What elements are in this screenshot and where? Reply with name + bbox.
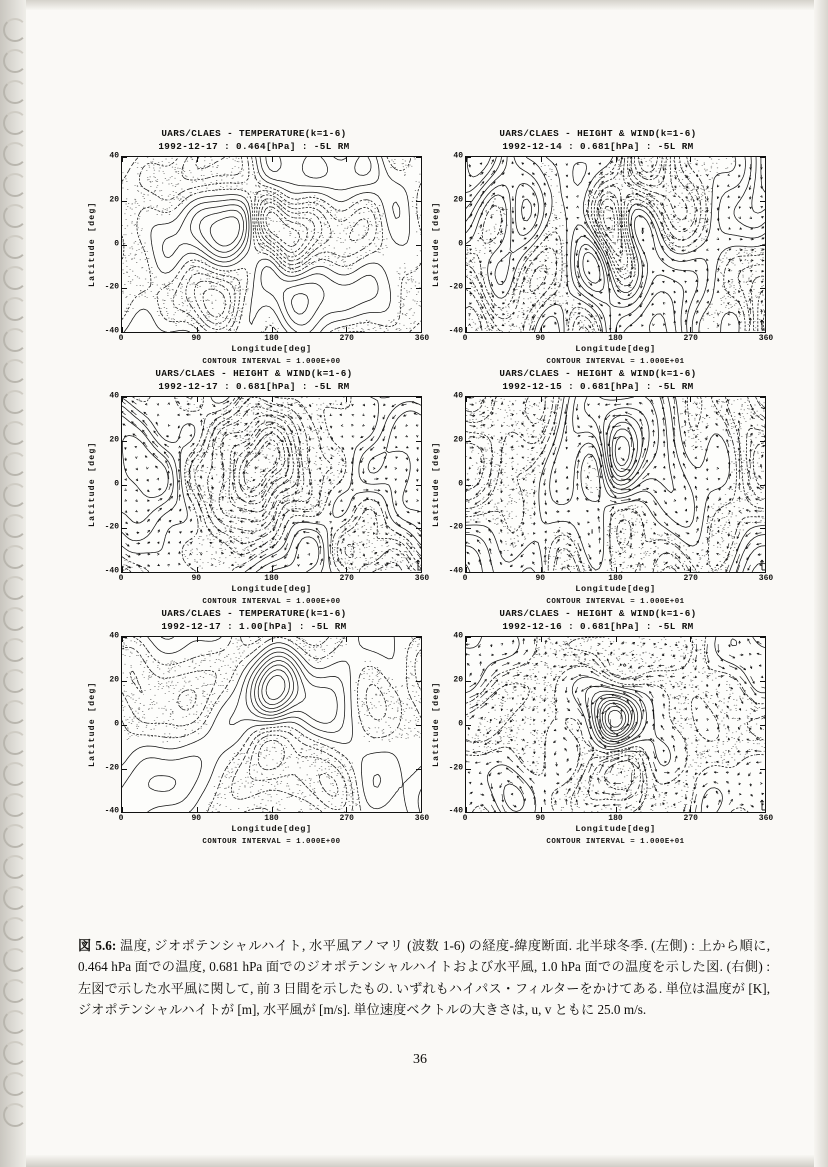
x-axis-ticks bbox=[462, 333, 774, 344]
axis-tick bbox=[346, 327, 347, 332]
contour-field bbox=[122, 157, 421, 332]
y-tick-label: -20 bbox=[448, 522, 463, 532]
axis-tick bbox=[541, 807, 542, 812]
panel-title-line2: 1992-12-17 : 0.464[hPa] : -5L RM bbox=[158, 140, 350, 152]
axis-tick bbox=[122, 637, 127, 638]
panel-title-line2: 1992-12-17 : 1.00[hPa] : -5L RM bbox=[161, 620, 347, 632]
binding-hole bbox=[3, 483, 27, 507]
binding-hole bbox=[3, 1041, 27, 1065]
axis-tick bbox=[346, 567, 347, 572]
axis-tick bbox=[765, 397, 766, 402]
plot-panel-middle-left bbox=[86, 368, 430, 607]
panel-title-line1: UARS/CLAES - HEIGHT & WIND(k=1-6) bbox=[499, 368, 697, 380]
axis-tick bbox=[690, 157, 691, 162]
contour-interval-label: CONTOUR INTERVAL = 1.000E+00 bbox=[202, 358, 341, 367]
contour-plot bbox=[465, 636, 766, 813]
axis-tick bbox=[197, 397, 198, 402]
y-axis-label: Latitude [deg] bbox=[432, 441, 441, 528]
binding-hole bbox=[3, 328, 27, 352]
x-tick-label: 270 bbox=[339, 574, 354, 584]
binding-hole bbox=[3, 948, 27, 972]
x-axis-ticks bbox=[118, 813, 430, 824]
axis-tick bbox=[466, 681, 471, 682]
x-axis-label: Longitude[deg] bbox=[231, 584, 312, 595]
x-tick-label: 90 bbox=[535, 334, 546, 344]
axis-tick bbox=[616, 157, 617, 162]
axis-tick bbox=[760, 528, 765, 529]
axis-tick bbox=[272, 397, 273, 402]
contour-interval-label: CONTOUR INTERVAL = 1.000E+00 bbox=[202, 838, 341, 847]
axis-tick bbox=[416, 681, 421, 682]
axis-tick bbox=[197, 807, 198, 812]
axis-tick bbox=[346, 807, 347, 812]
y-tick-label: -40 bbox=[104, 806, 119, 816]
binding-hole bbox=[3, 235, 27, 259]
y-axis-ticks bbox=[443, 391, 465, 576]
axis-tick bbox=[466, 725, 471, 726]
plot-panel-top-left bbox=[86, 128, 430, 367]
axis-tick bbox=[272, 157, 273, 162]
axis-tick bbox=[421, 567, 422, 572]
axis-tick bbox=[466, 769, 471, 770]
axis-tick bbox=[197, 567, 198, 572]
y-tick-label: 20 bbox=[109, 195, 119, 205]
plot-panel-bottom-left bbox=[86, 608, 430, 847]
figure-caption bbox=[78, 935, 770, 1021]
y-axis-label: Latitude [deg] bbox=[432, 681, 441, 768]
y-tick-label: 0 bbox=[114, 479, 119, 489]
y-tick-label: -40 bbox=[448, 806, 463, 816]
x-tick-label: 180 bbox=[264, 574, 279, 584]
axis-tick bbox=[197, 157, 198, 162]
y-tick-label: 0 bbox=[458, 719, 463, 729]
plot-area bbox=[86, 151, 422, 336]
axis-tick bbox=[541, 397, 542, 402]
x-axis-ticks bbox=[118, 333, 430, 344]
x-axis-label: Longitude[deg] bbox=[231, 824, 312, 835]
axis-tick bbox=[416, 441, 421, 442]
axis-tick bbox=[760, 245, 765, 246]
binding-hole bbox=[3, 204, 27, 228]
binding-hole bbox=[3, 1010, 27, 1034]
contour-field bbox=[466, 637, 765, 812]
panel-title bbox=[86, 128, 422, 153]
y-tick-label: 40 bbox=[109, 151, 119, 161]
binding-hole bbox=[3, 855, 27, 879]
binding-hole bbox=[3, 111, 27, 135]
axis-tick bbox=[346, 157, 347, 162]
binding-hole bbox=[3, 607, 27, 631]
binding-hole bbox=[3, 390, 27, 414]
x-tick-label: 0 bbox=[118, 814, 124, 824]
axis-tick bbox=[466, 441, 471, 442]
axis-tick bbox=[541, 567, 542, 572]
axis-tick bbox=[272, 637, 273, 642]
axis-tick bbox=[466, 397, 471, 398]
contour-plot bbox=[465, 396, 766, 573]
y-tick-label: -20 bbox=[448, 763, 463, 773]
axis-tick bbox=[760, 637, 765, 638]
axis-tick bbox=[416, 245, 421, 246]
binding-hole bbox=[3, 700, 27, 724]
x-axis-label: Longitude[deg] bbox=[575, 344, 656, 355]
y-tick-label: -40 bbox=[104, 566, 119, 576]
binding-hole bbox=[3, 731, 27, 755]
axis-tick bbox=[466, 528, 471, 529]
binding-hole bbox=[3, 421, 27, 445]
x-tick-label: 360 bbox=[758, 814, 774, 824]
axis-tick bbox=[690, 327, 691, 332]
x-tick-label: 270 bbox=[339, 334, 354, 344]
contour-interval-label: CONTOUR INTERVAL = 1.000E+00 bbox=[202, 598, 341, 607]
axis-tick bbox=[765, 157, 766, 162]
page-edge-right bbox=[814, 0, 828, 1167]
binding-hole bbox=[3, 142, 27, 166]
caption-label: 図 5.6: bbox=[78, 938, 117, 953]
axis-tick bbox=[122, 441, 127, 442]
binding-hole bbox=[3, 917, 27, 941]
contour-field bbox=[122, 397, 421, 572]
binding-hole bbox=[3, 452, 27, 476]
x-tick-label: 90 bbox=[535, 574, 546, 584]
x-tick-label: 360 bbox=[414, 334, 430, 344]
axis-tick bbox=[416, 157, 421, 158]
contour-interval-label: CONTOUR INTERVAL = 1.000E+01 bbox=[546, 358, 685, 367]
contour-plot bbox=[121, 156, 422, 333]
axis-tick bbox=[272, 567, 273, 572]
binding-hole bbox=[3, 359, 27, 383]
y-tick-label: 40 bbox=[453, 151, 463, 161]
y-tick-label: 20 bbox=[453, 435, 463, 445]
y-axis-label: Latitude [deg] bbox=[88, 201, 97, 288]
x-tick-label: 0 bbox=[118, 334, 124, 344]
x-tick-label: 90 bbox=[191, 574, 202, 584]
y-tick-label: 20 bbox=[453, 675, 463, 685]
x-tick-label: 90 bbox=[191, 334, 202, 344]
x-tick-label: 180 bbox=[264, 334, 279, 344]
y-tick-label: -20 bbox=[104, 282, 119, 292]
y-tick-label: 40 bbox=[453, 391, 463, 401]
axis-tick bbox=[421, 397, 422, 402]
binding-hole bbox=[3, 1103, 27, 1127]
axis-tick bbox=[122, 485, 127, 486]
x-tick-label: 0 bbox=[462, 574, 468, 584]
axis-tick bbox=[122, 201, 127, 202]
x-tick-label: 180 bbox=[264, 814, 279, 824]
panel-title-line1: UARS/CLAES - HEIGHT & WIND(k=1-6) bbox=[499, 128, 697, 139]
y-tick-label: -20 bbox=[104, 763, 119, 773]
x-axis-ticks bbox=[118, 573, 430, 584]
axis-tick bbox=[765, 567, 766, 572]
contour-field bbox=[466, 397, 765, 572]
binding-hole bbox=[3, 762, 27, 786]
binding-hole bbox=[3, 669, 27, 693]
y-axis-ticks bbox=[443, 151, 465, 336]
panel-title-line2: 1992-12-14 : 0.681[hPa] : -5L RM bbox=[502, 140, 694, 152]
panel-title-line2: 1992-12-15 : 0.681[hPa] : -5L RM bbox=[502, 380, 694, 392]
x-tick-label: 90 bbox=[535, 814, 546, 824]
axis-tick bbox=[616, 637, 617, 642]
axis-tick bbox=[765, 807, 766, 812]
axis-tick bbox=[690, 567, 691, 572]
binding-hole bbox=[3, 297, 27, 321]
x-axis-label: Longitude[deg] bbox=[231, 344, 312, 355]
y-axis-ticks bbox=[443, 631, 465, 816]
y-tick-label: 0 bbox=[114, 719, 119, 729]
y-tick-label: 20 bbox=[109, 435, 119, 445]
x-tick-label: 360 bbox=[414, 814, 430, 824]
binding-hole bbox=[3, 49, 27, 73]
y-axis-label: Latitude [deg] bbox=[432, 201, 441, 288]
panel-title-line2: 1992-12-17 : 0.681[hPa] : -5L RM bbox=[158, 380, 350, 392]
axis-tick bbox=[421, 807, 422, 812]
axis-tick bbox=[122, 769, 127, 770]
axis-tick bbox=[466, 245, 471, 246]
y-axis-label: Latitude [deg] bbox=[88, 441, 97, 528]
binding-hole bbox=[3, 80, 27, 104]
axis-tick bbox=[760, 441, 765, 442]
axis-tick bbox=[690, 807, 691, 812]
axis-tick bbox=[760, 769, 765, 770]
axis-tick bbox=[416, 397, 421, 398]
axis-tick bbox=[122, 288, 127, 289]
axis-tick bbox=[122, 397, 127, 398]
page-number: 36 bbox=[413, 1052, 427, 1067]
panel-title bbox=[430, 128, 766, 153]
y-tick-label: -20 bbox=[448, 282, 463, 292]
panel-title bbox=[86, 368, 422, 393]
axis-tick bbox=[541, 157, 542, 162]
axis-tick bbox=[466, 288, 471, 289]
y-tick-label: 40 bbox=[109, 631, 119, 641]
x-axis-label: Longitude[deg] bbox=[575, 584, 656, 595]
panel-title-line1: UARS/CLAES - TEMPERATURE(k=1-6) bbox=[161, 608, 347, 620]
wind-vector-key-icon bbox=[759, 796, 766, 813]
axis-tick bbox=[760, 397, 765, 398]
panel-title bbox=[86, 608, 422, 633]
binding-hole bbox=[3, 793, 27, 817]
y-tick-label: -40 bbox=[448, 566, 463, 576]
axis-tick bbox=[765, 327, 766, 332]
axis-tick bbox=[421, 637, 422, 642]
axis-tick bbox=[690, 397, 691, 402]
axis-tick bbox=[421, 327, 422, 332]
y-axis-label: Latitude [deg] bbox=[88, 681, 97, 768]
binding-hole bbox=[3, 514, 27, 538]
axis-tick bbox=[760, 157, 765, 158]
axis-tick bbox=[760, 288, 765, 289]
page-content bbox=[26, 0, 814, 1167]
plot-panel-middle-right bbox=[430, 368, 774, 607]
y-tick-label: 40 bbox=[109, 391, 119, 401]
figure-5-6 bbox=[86, 128, 774, 847]
panel-title bbox=[430, 368, 766, 393]
plot-panel-bottom-right bbox=[430, 608, 774, 847]
x-tick-label: 270 bbox=[683, 814, 698, 824]
contour-interval-label: CONTOUR INTERVAL = 1.000E+01 bbox=[546, 838, 685, 847]
binding-hole bbox=[3, 1072, 27, 1096]
axis-tick bbox=[122, 157, 127, 158]
axis-tick bbox=[272, 327, 273, 332]
axis-tick bbox=[616, 807, 617, 812]
axis-tick bbox=[416, 288, 421, 289]
axis-tick bbox=[466, 201, 471, 202]
panel-grid bbox=[86, 128, 774, 847]
panel-title-line1: UARS/CLAES - HEIGHT & WIND(k=1-6) bbox=[155, 368, 353, 380]
y-tick-label: 0 bbox=[458, 479, 463, 489]
y-tick-label: 20 bbox=[453, 195, 463, 205]
binding-hole bbox=[3, 173, 27, 197]
binding-hole bbox=[3, 638, 27, 662]
axis-tick bbox=[122, 725, 127, 726]
plot-panel-top-right bbox=[430, 128, 774, 367]
plot-area bbox=[86, 391, 422, 576]
axis-tick bbox=[416, 201, 421, 202]
x-tick-label: 180 bbox=[608, 574, 623, 584]
y-tick-label: -40 bbox=[104, 326, 119, 336]
axis-tick bbox=[466, 485, 471, 486]
axis-tick bbox=[541, 637, 542, 642]
axis-tick bbox=[346, 397, 347, 402]
y-tick-label: 20 bbox=[109, 675, 119, 685]
y-axis-ticks bbox=[99, 151, 121, 336]
axis-tick bbox=[616, 327, 617, 332]
binding-hole bbox=[3, 266, 27, 290]
binding-hole bbox=[3, 18, 27, 42]
axis-tick bbox=[122, 681, 127, 682]
x-tick-label: 270 bbox=[339, 814, 354, 824]
binding-hole bbox=[3, 979, 27, 1003]
binding-hole bbox=[3, 824, 27, 848]
axis-tick bbox=[416, 637, 421, 638]
y-tick-label: 40 bbox=[453, 631, 463, 641]
y-tick-label: 0 bbox=[114, 239, 119, 249]
x-tick-label: 270 bbox=[683, 334, 698, 344]
x-tick-label: 180 bbox=[608, 334, 623, 344]
binding-hole bbox=[3, 886, 27, 910]
x-tick-label: 360 bbox=[758, 574, 774, 584]
x-tick-label: 180 bbox=[608, 814, 623, 824]
binding-hole bbox=[3, 545, 27, 569]
axis-tick bbox=[690, 637, 691, 642]
y-axis-ticks bbox=[99, 391, 121, 576]
plot-area bbox=[430, 151, 766, 336]
caption-text: 温度, ジオポテンシャルハイト, 水平風アノマリ (波数 1-6) の経度-緯度断面. 北半球冬季. (左側) : 上から順に, 0.464 hPa 面での温度, 0.681 hPa 面でのジオポテンシャルハイトおよび水平風, 1.0 hPa 面での温度を示した図. (右側) : 左図で示した水平風に関して, 前 3 日間を示したもの. いずれもハイパス・フィルターをかけてある. 単位は温度が [K], ジオポテンシャルハイトが [m], 水平風が [m/s]. 単位速度ベクトルの大きさは, u, v ともに 25.0 m/s. bbox=[78, 938, 771, 1018]
y-tick-label: 0 bbox=[458, 239, 463, 249]
axis-tick bbox=[760, 681, 765, 682]
axis-tick bbox=[197, 637, 198, 642]
axis-tick bbox=[122, 528, 127, 529]
x-tick-label: 0 bbox=[118, 574, 124, 584]
plot-area bbox=[86, 631, 422, 816]
axis-tick bbox=[765, 637, 766, 642]
x-axis-ticks bbox=[462, 573, 774, 584]
contour-plot bbox=[121, 636, 422, 813]
axis-tick bbox=[466, 157, 471, 158]
axis-tick bbox=[346, 637, 347, 642]
x-tick-label: 90 bbox=[191, 814, 202, 824]
axis-tick bbox=[760, 485, 765, 486]
axis-tick bbox=[272, 807, 273, 812]
x-tick-label: 360 bbox=[414, 574, 430, 584]
x-tick-label: 0 bbox=[462, 334, 468, 344]
x-tick-label: 270 bbox=[683, 574, 698, 584]
panel-title-line1: UARS/CLAES - HEIGHT & WIND(k=1-6) bbox=[499, 608, 697, 620]
x-tick-label: 360 bbox=[758, 334, 774, 344]
plot-area bbox=[430, 631, 766, 816]
contour-plot bbox=[465, 156, 766, 333]
panel-title bbox=[430, 608, 766, 633]
axis-tick bbox=[616, 397, 617, 402]
axis-tick bbox=[760, 725, 765, 726]
axis-tick bbox=[122, 245, 127, 246]
panel-title-line2: 1992-12-16 : 0.681[hPa] : -5L RM bbox=[502, 620, 694, 632]
axis-tick bbox=[416, 769, 421, 770]
x-axis-label: Longitude[deg] bbox=[575, 824, 656, 835]
axis-tick bbox=[616, 567, 617, 572]
wind-vector-key-icon bbox=[759, 316, 766, 333]
x-axis-ticks bbox=[462, 813, 774, 824]
wind-vector-key-icon bbox=[415, 556, 422, 573]
panel-title-line1: UARS/CLAES - TEMPERATURE(k=1-6) bbox=[161, 128, 347, 139]
axis-tick bbox=[760, 201, 765, 202]
axis-tick bbox=[416, 528, 421, 529]
axis-tick bbox=[416, 485, 421, 486]
axis-tick bbox=[466, 637, 471, 638]
axis-tick bbox=[541, 327, 542, 332]
x-tick-label: 0 bbox=[462, 814, 468, 824]
y-tick-label: -40 bbox=[448, 326, 463, 336]
contour-field bbox=[466, 157, 765, 332]
binding-hole bbox=[3, 576, 27, 600]
axis-tick bbox=[416, 725, 421, 726]
contour-field bbox=[122, 637, 421, 812]
wind-vector-key-icon bbox=[759, 556, 766, 573]
y-axis-ticks bbox=[99, 631, 121, 816]
contour-plot bbox=[121, 396, 422, 573]
contour-interval-label: CONTOUR INTERVAL = 1.000E+01 bbox=[546, 598, 685, 607]
y-tick-label: -20 bbox=[104, 522, 119, 532]
spiral-binding bbox=[2, 18, 26, 1148]
plot-area bbox=[430, 391, 766, 576]
axis-tick bbox=[197, 327, 198, 332]
axis-tick bbox=[421, 157, 422, 162]
